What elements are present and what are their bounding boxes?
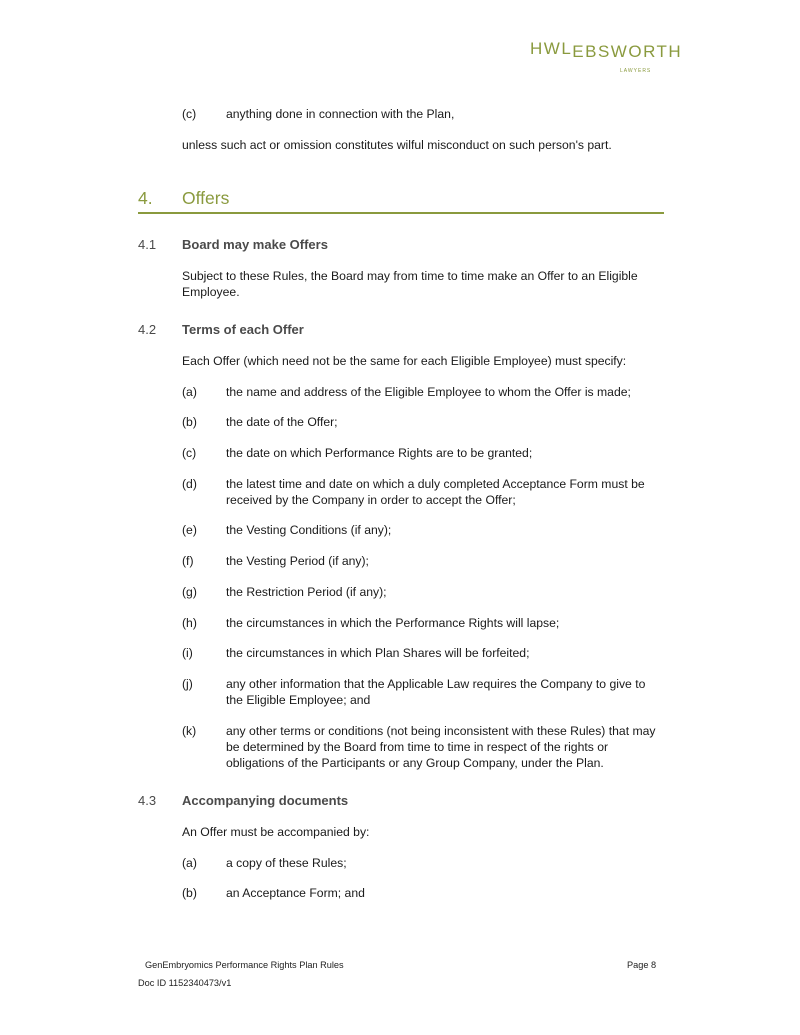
list-item-label: (a)	[182, 856, 197, 870]
continuation-paragraph: unless such act or omission constitutes wilful misconduct on such person's part.	[182, 138, 612, 152]
list-item-label: (c)	[182, 446, 197, 460]
body-text: Employee.	[182, 285, 240, 299]
list-item-text: the Vesting Conditions (if any);	[226, 523, 392, 537]
list-item-text: received by the Company in order to accept the Offer;	[226, 493, 516, 507]
logo-subtitle: LAWYERS	[620, 68, 652, 74]
subsection-number: 4.3	[138, 793, 157, 808]
list-item-text: obligations of the Participants or any Group Company, under the Plan.	[226, 756, 604, 770]
firm-logo	[530, 38, 683, 78]
subsection-title: Board may make Offers	[182, 237, 328, 252]
list-item-text: any other terms or conditions (not being inconsistent with these Rules) that may	[226, 724, 656, 738]
list-item-text: be determined by the Board from time to time in respect of the rights or	[226, 740, 609, 754]
list-item-label: (k)	[182, 724, 197, 738]
list-item-label: (a)	[182, 385, 197, 399]
list-item-text: the circumstances in which the Performance Rights will lapse;	[226, 616, 560, 630]
list-item-text: the Restriction Period (if any);	[226, 585, 387, 599]
logo-wordmark	[530, 39, 683, 62]
subsection-number: 4.1	[138, 237, 157, 252]
list-item-label: (h)	[182, 616, 197, 630]
list-item-text: the latest time and date on which a duly completed Acceptance Form must be	[226, 477, 645, 491]
section-number: 4.	[138, 188, 153, 208]
list-item-label: (f)	[182, 554, 194, 568]
body-text: An Offer must be accompanied by:	[182, 825, 370, 839]
list-item-text: the date of the Offer;	[226, 415, 338, 429]
section-title: Offers	[182, 188, 230, 208]
body-text: Each Offer (which need not be the same for each Eligible Employee) must specify:	[182, 354, 627, 368]
body-text: Subject to these Rules, the Board may from time to time make an Offer to an Eligible	[182, 269, 638, 283]
list-item-text: any other information that the Applicable Law requires the Company to give to	[226, 677, 646, 691]
subsection-title: Terms of each Offer	[182, 322, 304, 337]
subsection-title: Accompanying documents	[182, 793, 349, 808]
section-divider	[138, 212, 664, 214]
list-item-label: (i)	[182, 646, 193, 660]
list-item-text: the circumstances in which Plan Shares will be forfeited;	[226, 646, 530, 660]
logo-hw: HWL	[530, 39, 573, 58]
list-item-text: the name and address of the Eligible Employee to whom the Offer is made;	[226, 385, 631, 399]
logo-ebsworth: EBSWORTH	[572, 42, 683, 61]
list-item-label: (g)	[182, 585, 197, 599]
footer-doc-id: Doc ID 1152340473/v1	[138, 978, 232, 988]
item-label: (c)	[182, 107, 197, 121]
list-item-label: (b)	[182, 886, 197, 900]
footer-doc-title: GenEmbryomics Performance Rights Plan Rules	[145, 960, 344, 970]
list-item-label: (j)	[182, 677, 193, 691]
list-item-label: (e)	[182, 523, 197, 537]
list-item-text: the Vesting Period (if any);	[226, 554, 369, 568]
list-item-text: an Acceptance Form; and	[226, 886, 365, 900]
list-item-text: the Eligible Employee; and	[226, 693, 371, 707]
list-item-label: (d)	[182, 477, 197, 491]
list-item-text: the date on which Performance Rights are to be granted;	[226, 446, 533, 460]
subsection-number: 4.2	[138, 322, 157, 337]
item-text: anything done in connection with the Plan,	[226, 107, 455, 121]
footer-page-number: Page 8	[627, 960, 657, 970]
list-item-label: (b)	[182, 415, 197, 429]
list-item-text: a copy of these Rules;	[226, 856, 347, 870]
